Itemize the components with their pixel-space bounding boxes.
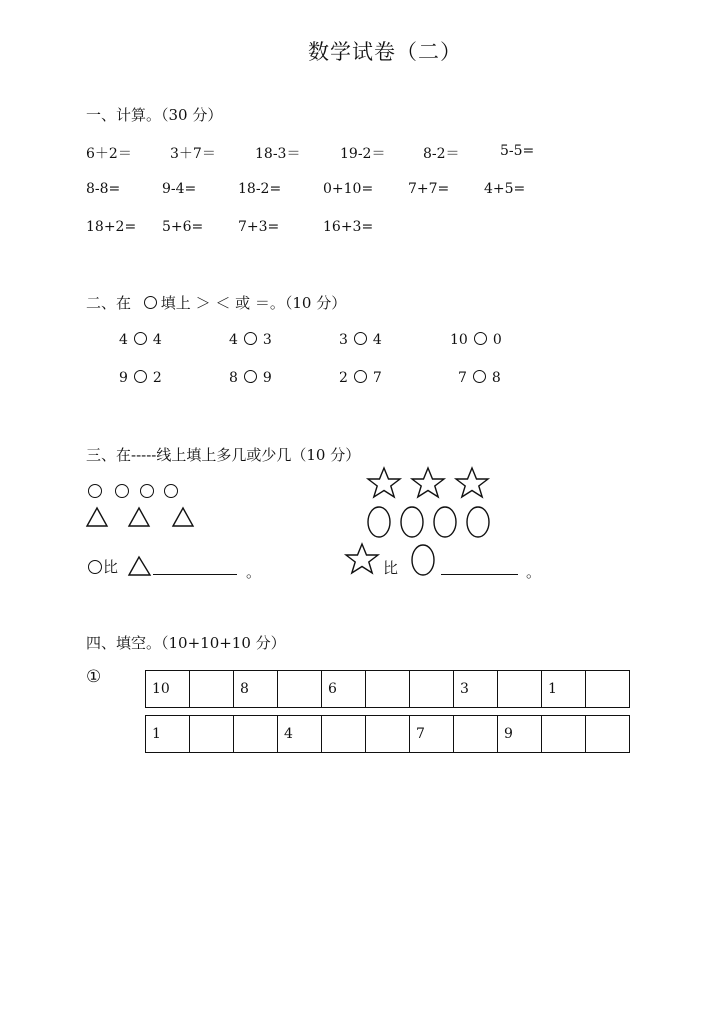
star-icon bbox=[368, 468, 400, 497]
circle-icon bbox=[140, 484, 154, 498]
equation: 8-8= bbox=[86, 181, 121, 197]
equation: 19-2＝ bbox=[340, 146, 386, 162]
grid-cell[interactable] bbox=[586, 671, 630, 708]
grid-cell: 3 bbox=[454, 671, 498, 708]
grid-cell[interactable] bbox=[454, 716, 498, 753]
star-icon bbox=[344, 543, 380, 575]
oval-icon bbox=[411, 543, 437, 577]
triangle-icon bbox=[128, 555, 152, 577]
left-triangle-row bbox=[86, 506, 196, 528]
blank-circle[interactable] bbox=[354, 332, 367, 345]
grid-cell[interactable] bbox=[190, 716, 234, 753]
star-row bbox=[366, 467, 492, 499]
triangle-icon bbox=[87, 508, 107, 526]
number-grid-row-2 bbox=[145, 715, 630, 753]
question-marker: ① bbox=[86, 667, 102, 687]
grid-cell[interactable] bbox=[498, 671, 542, 708]
equation: 18-3＝ bbox=[255, 146, 301, 162]
equation: 9-4= bbox=[162, 181, 197, 197]
blank-circle[interactable] bbox=[244, 332, 257, 345]
blank-circle[interactable] bbox=[134, 332, 147, 345]
equation: 6＋2＝ bbox=[86, 146, 132, 162]
equation: 4+5= bbox=[484, 181, 526, 197]
grid-cell[interactable] bbox=[190, 671, 234, 708]
answer-blank-left[interactable] bbox=[153, 574, 237, 575]
equation: 18+2= bbox=[86, 219, 137, 235]
grid-cell: 8 bbox=[234, 671, 278, 708]
equation: 16+3= bbox=[323, 219, 374, 235]
compare-word-left: 比 bbox=[103, 558, 119, 576]
page-title: 数学试卷（二） bbox=[308, 40, 462, 64]
grid-cell[interactable] bbox=[322, 716, 366, 753]
compare-word-right: 比 bbox=[383, 559, 399, 577]
blank-circle[interactable] bbox=[473, 370, 486, 383]
grid-cell: 1 bbox=[542, 671, 586, 708]
triangle-icon bbox=[129, 508, 149, 526]
comparison-item: 10 0 bbox=[450, 332, 502, 348]
comparison-item: 2 7 bbox=[339, 370, 382, 386]
equation: 8-2＝ bbox=[423, 146, 460, 162]
equation: 0+10= bbox=[323, 181, 374, 197]
oval-icon bbox=[368, 507, 390, 537]
equation: 7+7= bbox=[408, 181, 450, 197]
period-right: 。 bbox=[526, 563, 542, 581]
section2-heading-suffix: 填上 ＞ ＜ 或 ＝。（10 分） bbox=[160, 294, 347, 312]
grid-cell[interactable] bbox=[278, 671, 322, 708]
oval-icon bbox=[467, 507, 489, 537]
oval-icon bbox=[434, 507, 456, 537]
equation: 7+3= bbox=[238, 219, 280, 235]
circle-icon bbox=[164, 484, 178, 498]
grid-cell: 7 bbox=[410, 716, 454, 753]
number-grid-row-1 bbox=[145, 670, 630, 708]
circle-icon bbox=[115, 484, 129, 498]
grid-cell: 4 bbox=[278, 716, 322, 753]
grid-cell[interactable] bbox=[586, 716, 630, 753]
blank-circle[interactable] bbox=[244, 370, 257, 383]
section3-heading: 三、在-----线上填上多几或少几（10 分） bbox=[86, 446, 361, 464]
grid-cell[interactable] bbox=[234, 716, 278, 753]
comparison-item: 4 4 bbox=[119, 332, 162, 348]
equation: 5-5= bbox=[500, 143, 535, 159]
comparison-item: 8 9 bbox=[229, 370, 272, 386]
comparison-item: 9 2 bbox=[119, 370, 162, 386]
blank-circle[interactable] bbox=[134, 370, 147, 383]
circle-icon bbox=[88, 560, 102, 574]
answer-blank-right[interactable] bbox=[441, 574, 518, 575]
grid-cell: 10 bbox=[146, 671, 190, 708]
blank-circle[interactable] bbox=[474, 332, 487, 345]
section2-heading-prefix: 二、在 bbox=[86, 294, 132, 312]
section2-heading bbox=[86, 292, 346, 313]
oval-row bbox=[367, 505, 493, 539]
equation: 3＋7＝ bbox=[170, 146, 216, 162]
comparison-item: 7 8 bbox=[458, 370, 501, 386]
circle-icon bbox=[144, 296, 157, 309]
comparison-item: 4 3 bbox=[229, 332, 272, 348]
section4-heading: 四、填空。（10+10+10 分） bbox=[86, 634, 286, 652]
grid-cell: 1 bbox=[146, 716, 190, 753]
grid-cell: 6 bbox=[322, 671, 366, 708]
star-icon bbox=[456, 468, 488, 497]
grid-cell[interactable] bbox=[366, 716, 410, 753]
circle-icon bbox=[88, 484, 102, 498]
star-icon bbox=[412, 468, 444, 497]
grid-cell[interactable] bbox=[542, 716, 586, 753]
equation: 18-2= bbox=[238, 181, 282, 197]
grid-cell: 9 bbox=[498, 716, 542, 753]
comparison-item: 3 4 bbox=[339, 332, 382, 348]
period-left: 。 bbox=[246, 563, 262, 581]
grid-cell[interactable] bbox=[410, 671, 454, 708]
oval-icon bbox=[401, 507, 423, 537]
blank-circle[interactable] bbox=[354, 370, 367, 383]
section1-heading: 一、计算。（30 分） bbox=[86, 106, 223, 124]
equation: 5+6= bbox=[162, 219, 204, 235]
triangle-icon bbox=[173, 508, 193, 526]
grid-cell[interactable] bbox=[366, 671, 410, 708]
